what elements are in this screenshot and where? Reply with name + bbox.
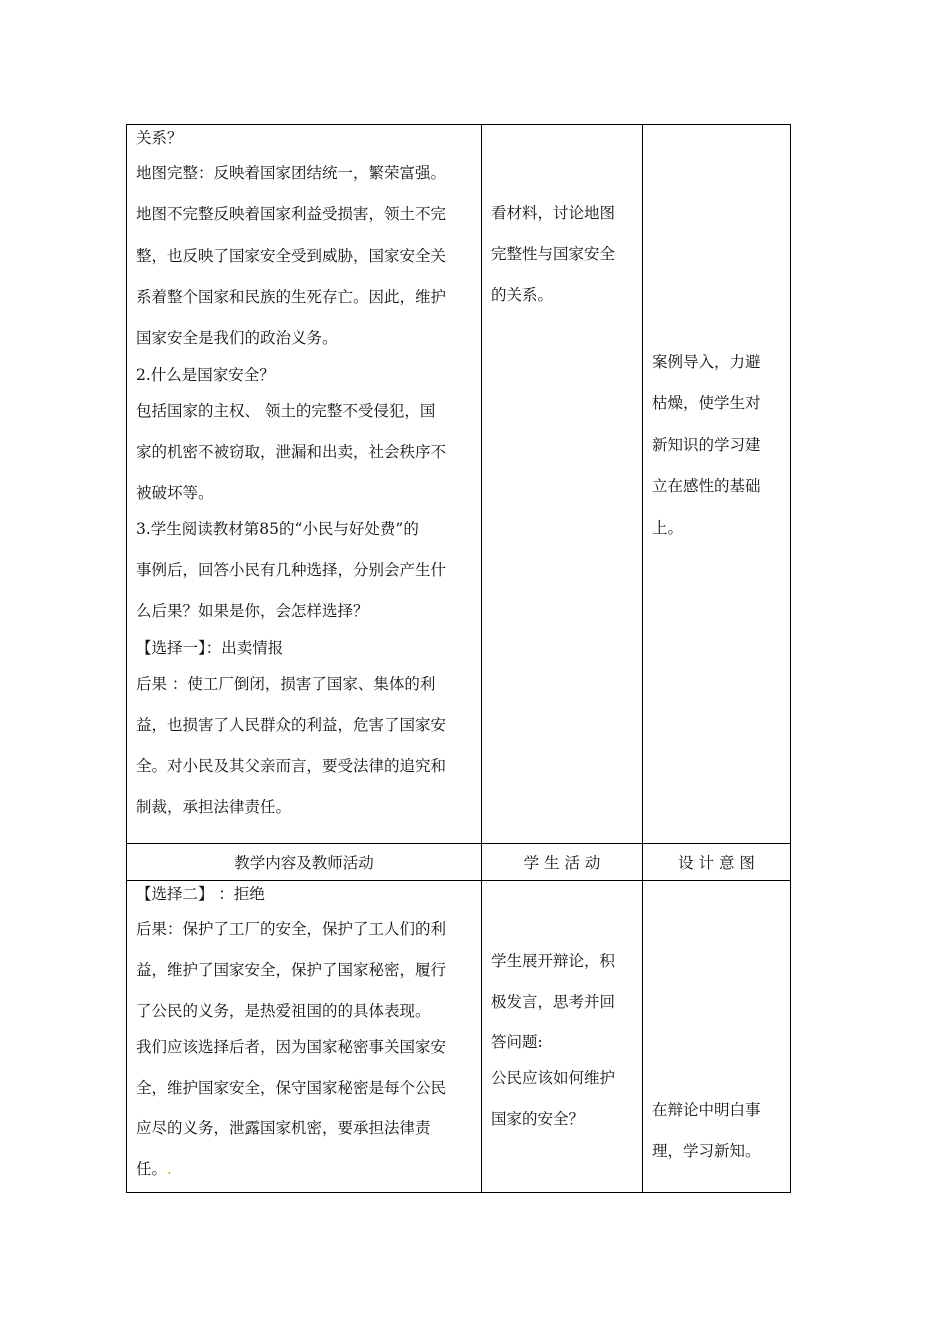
text-line: 制裁，承担法律责任。 <box>136 798 292 816</box>
text-line: 了公民的义务，是热爱祖国的的具体表现。 <box>136 1002 431 1020</box>
text-line: 上。 <box>652 519 684 537</box>
table-row <box>127 881 791 1193</box>
text-line: 地图不完整反映着国家利益受损害，领土不完 <box>136 205 447 223</box>
text-fragment: 任。 <box>136 1160 168 1178</box>
student-activity-cell <box>482 881 643 1193</box>
text-line: 在辩论中明白事 <box>652 1101 761 1119</box>
text-line: 3.学生阅读教材第85的“小民与好处费”的 <box>136 520 419 538</box>
table-row <box>127 125 791 844</box>
text-line: 答问题: <box>491 1033 543 1051</box>
text-line: 学生展开辩论，积 <box>491 952 616 970</box>
design-intent-cell <box>643 881 791 1193</box>
header-student-activity: 学 生 活 动 <box>482 844 643 881</box>
text-line: 新知识的学习建 <box>652 436 761 454</box>
text-line: 的关系。 <box>491 286 554 304</box>
teacher-activity-cell <box>127 125 482 844</box>
text-line: 被破坏等。 <box>136 484 214 502</box>
text-line: 系着整个国家和民族的生死存亡。因此，维护 <box>136 288 447 306</box>
text-line: 案例导入，力避 <box>652 353 761 371</box>
text-line: 益，维护了国家安全，保护了国家秘密，履行 <box>136 961 447 979</box>
text-line: 【选择一】：出卖情报 <box>136 639 284 657</box>
text-line: 理，学习新知。 <box>652 1142 761 1160</box>
student-activity-cell <box>482 125 643 844</box>
trailing-mark: . <box>167 1160 172 1178</box>
lesson-plan-table <box>126 124 791 1193</box>
text-line: 完整性与国家安全 <box>491 245 616 263</box>
text-line: 枯燥，使学生对 <box>652 394 761 412</box>
text-line: 我们应该选择后者，因为国家秘密事关国家安 <box>136 1038 447 1056</box>
text-line: 后果 ：使工厂倒闭，损害了国家、集体的利 <box>136 675 436 693</box>
text-line: 应尽的义务，泄露国家机密，要承担法律责 <box>136 1119 431 1137</box>
text-line <box>136 1159 172 1179</box>
text-line: 全，维护国家安全，保守国家秘密是每个公民 <box>136 1079 447 1097</box>
header-design-intent: 设 计 意 图 <box>643 844 791 881</box>
text-line: 极发言，思考并回 <box>491 993 616 1011</box>
text-line: 事例后，回答小民有几种选择，分别会产生什 <box>136 561 447 579</box>
text-line: 后果：保护了工厂的安全，保护了工人们的利 <box>136 920 447 938</box>
text-line: 地图完整：反映着国家团结统一，繁荣富强。 <box>136 164 447 182</box>
text-line: 国家安全是我们的政治义务。 <box>136 329 338 347</box>
text-line: 国家的安全？ <box>491 1110 585 1128</box>
text-line: 全。对小民及其父亲而言，要受法律的追究和 <box>136 757 447 775</box>
teacher-activity-cell <box>127 881 482 1193</box>
text-line: 家的机密不被窃取，泄漏和出卖，社会秩序不 <box>136 443 447 461</box>
text-line: 2.什么是国家安全？ <box>136 366 275 384</box>
header-teacher-activity: 教学内容及教师活动 <box>127 844 482 881</box>
text-line: 立在感性的基础 <box>652 477 761 495</box>
table-header-row <box>127 844 791 881</box>
text-line: 关系？ <box>136 129 183 147</box>
text-line: 么后果？如果是你，会怎样选择？ <box>136 602 369 620</box>
text-line: 看材料，讨论地图 <box>491 204 616 222</box>
text-line: 公民应该如何维护 <box>491 1069 616 1087</box>
text-line: 整，也反映了国家安全受到威胁，国家安全关 <box>136 247 447 265</box>
design-intent-cell <box>643 125 791 844</box>
text-line: 【选择二】 ：拒绝 <box>136 885 265 903</box>
text-line: 包括国家的主权、 领土的完整不受侵犯，国 <box>136 402 436 420</box>
text-line: 益，也损害了人民群众的利益，危害了国家安 <box>136 716 447 734</box>
